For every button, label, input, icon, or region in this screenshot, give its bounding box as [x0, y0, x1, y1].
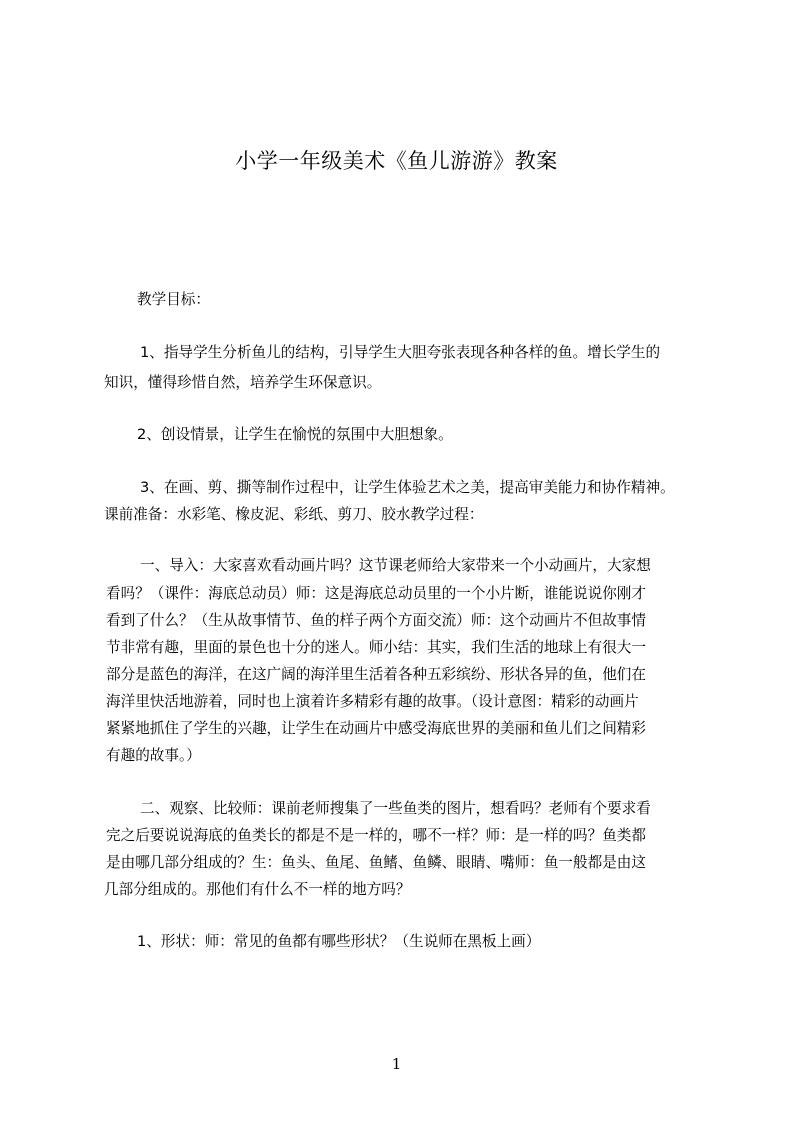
- paragraph-line: 有趣的故事。）: [106, 747, 201, 764]
- paragraph-line: 3、在画、剪、撕等制作过程中，让学生体验艺术之美，提高审美能力和协作精神。: [140, 479, 675, 496]
- paragraph-line: 2、创设情景，让学生在愉悦的氛围中大胆想象。: [137, 426, 453, 443]
- paragraph-line: 紧紧地抓住了学生的兴趣，让学生在动画片中感受海底世界的美丽和鱼儿们之间精彩: [106, 720, 646, 737]
- paragraph-line: 看吗？（课件：海底总动员）师：这是海底总动员里的一个小片断，谁能说说你刚才: [106, 585, 646, 602]
- paragraph-line: 二、观察、比较师：课前老师搜集了一些鱼类的图片，想看吗？老师有个要求看: [140, 800, 651, 817]
- paragraph-line: 课前准备：水彩笔、橡皮泥、彩纸、剪刀、胶水教学过程：: [104, 506, 484, 523]
- paragraph-line: 几部分组成的。那他们有什么不一样的地方吗？: [104, 881, 411, 898]
- paragraph-line: 1、形状：师：常见的鱼都有哪些形状？（生说师在黑板上画）: [137, 933, 541, 950]
- paragraph-line: 知识，懂得珍惜自然，培养学生环保意识。: [104, 374, 382, 391]
- document-title: 小学一年级美术《鱼儿游游》教案: [235, 149, 558, 173]
- page-number: 1: [391, 1055, 402, 1073]
- paragraph-line: 节非常有趣，里面的景色也十分的迷人。师小结：其实，我们生活的地球上有很大一: [106, 639, 646, 656]
- paragraph-line: 完之后要说说海底的鱼类长的都是不是一样的，哪不一样？师：是一样的吗？鱼类都: [106, 827, 646, 844]
- paragraph-line: 看到了什么？（生从故事情节、鱼的样子两个方面交流）师：这个动画片不但故事情: [106, 612, 646, 629]
- paragraph-line: 部分是蓝色的海洋，在这广阔的海洋里生活着各种五彩缤纷、形状各异的鱼，他们在: [106, 666, 646, 683]
- paragraph-line: 是由哪几部分组成的？生：鱼头、鱼尾、鱼鳍、鱼鳞、眼睛、嘴师：鱼一般都是由这: [106, 854, 646, 871]
- paragraph-line: 海洋里快活地游着，同时也上演着许多精彩有趣的故事。（设计意图：精彩的动画片: [106, 693, 639, 710]
- paragraph-line: 1、指导学生分析鱼儿的结构，引导学生大胆夸张表现各种各样的鱼。增长学生的: [140, 344, 661, 361]
- section-heading-objectives: 教学目标：: [137, 291, 210, 308]
- paragraph-line: 一、导入：大家喜欢看动画片吗？这节课老师给大家带来一个小动画片，大家想: [140, 557, 651, 574]
